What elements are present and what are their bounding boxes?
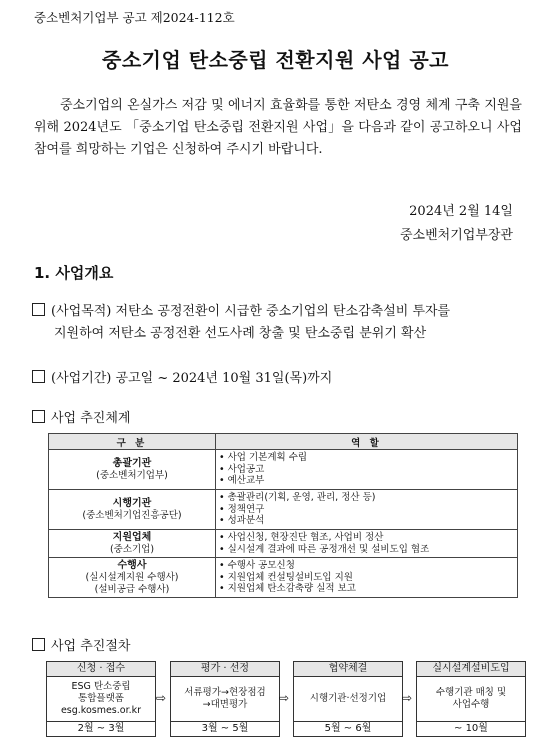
org-cell — [49, 558, 216, 598]
arrow-right-icon: ⇨ — [156, 691, 167, 705]
org-sub: (중소벤처기업부) — [96, 469, 168, 481]
table-header-role: 역 할 — [216, 434, 518, 450]
stage-period: 5월 ~ 6월 — [294, 721, 402, 736]
stage-period: ~ 10월 — [417, 721, 525, 736]
stage-title: 실시설계설비도입 — [417, 662, 525, 677]
stage-body-line: esg.kosmes.or.kr — [60, 705, 142, 716]
table-row — [49, 450, 518, 490]
role-cell — [216, 530, 518, 558]
table-row — [49, 558, 518, 598]
org-name: 수행사 — [117, 559, 147, 571]
table-header-row — [49, 434, 518, 450]
stage-body — [417, 677, 525, 721]
role-line: • 사업신청, 현장진단 협조, 사업비 정산 — [219, 532, 384, 543]
stage-title: 협약체결 — [294, 662, 402, 677]
org-sub: (중소벤처기업진흥공단) — [82, 509, 182, 521]
org-structure-label: 사업 추진체계 — [51, 411, 131, 426]
period-text: (사업기간) 공고일 ~ 2024년 10월 31일(목)까지 — [51, 371, 333, 386]
role-line: • 예산교부 — [219, 475, 265, 487]
org-sub: (실시설계지원 수행사) — [85, 571, 179, 583]
role-line: • 총괄관리(기획, 운영, 관리, 정산 등) — [219, 492, 376, 504]
role-line: • 사업공고 — [219, 463, 265, 475]
process-stage-implement — [416, 661, 526, 737]
org-sub: (설비공급 수행사) — [94, 583, 170, 595]
notice-number: 중소벤처기업부 공고 제2024-112호 — [34, 10, 235, 25]
intro-text: 중소기업의 온실가스 저감 및 에너지 효율화를 통한 저탄소 경영 체계 구축 지원을 위해 2024년도 「중소기업 탄소중립 전환지원 사업」을 다음과 같이 공고하오니 사업 참여를 희망하는 기업은 신청하여 주시기 바랍니다. — [34, 98, 522, 157]
table-header-category: 구 분 — [49, 434, 216, 450]
role-line: • 지원업체 탄소감축량 실적 보고 — [219, 583, 356, 595]
checkbox-square-icon — [32, 638, 45, 651]
stage-body — [171, 677, 279, 721]
stage-body-line: →대면평가 — [202, 699, 248, 710]
org-cell — [49, 490, 216, 530]
process-stage-apply — [46, 661, 156, 737]
process-flow — [46, 661, 524, 741]
role-line: • 성과분석 — [219, 515, 265, 527]
stage-title: 신청 · 접수 — [47, 662, 155, 677]
org-name: 총괄기관 — [112, 457, 152, 469]
purpose-line-2: 지원하여 저탄소 공정전환 선도사례 창출 및 탄소중립 분위기 확산 — [54, 326, 427, 341]
stage-period: 2월 ~ 3월 — [47, 721, 155, 736]
purpose-line-1: (사업목적) 저탄소 공정전환이 시급한 중소기업의 탄소감축설비 투자를 — [51, 304, 451, 319]
purpose-item — [32, 301, 526, 345]
org-structure-item — [32, 408, 526, 430]
signer-name: 중소벤처기업부장관 — [399, 228, 513, 243]
process-label: 사업 추진절차 — [51, 639, 131, 654]
process-stage-contract — [293, 661, 403, 737]
org-cell — [49, 530, 216, 558]
role-line: • 지원업체 컨설팅설비도입 지원 — [219, 571, 353, 583]
arrow-right-icon: ⇨ — [402, 691, 413, 705]
role-line: • 정책연구 — [219, 503, 265, 515]
org-sub: (중소기업) — [109, 543, 155, 555]
stage-period: 3월 ~ 5월 — [171, 721, 279, 736]
stage-body — [47, 677, 155, 721]
checkbox-square-icon — [32, 303, 45, 316]
org-name: 시행기관 — [112, 497, 152, 509]
role-cell — [216, 490, 518, 530]
process-stage-evaluate — [170, 661, 280, 737]
role-cell — [216, 558, 518, 598]
process-item — [32, 636, 526, 658]
stage-body-line: 수행기관 매칭 및 — [435, 687, 507, 698]
checkbox-square-icon — [32, 370, 45, 383]
table-row — [49, 490, 518, 530]
stage-body-line: 통합플랫폼 — [78, 693, 124, 704]
section-heading: 1. 사업개요 — [34, 264, 114, 282]
intro-paragraph — [34, 95, 522, 161]
org-name: 지원업체 — [112, 531, 152, 543]
org-structure-table — [48, 433, 518, 598]
stage-body-line: 시행기관·선정기업 — [309, 693, 387, 704]
period-item — [32, 368, 526, 390]
checkbox-square-icon — [32, 410, 45, 423]
table-row — [49, 530, 518, 558]
arrow-right-icon: ⇨ — [279, 691, 290, 705]
page-title: 중소기업 탄소중립 전환지원 사업 공고 — [102, 48, 449, 72]
org-cell — [49, 450, 216, 490]
stage-body-line: 서류평가→현장점검 — [184, 687, 266, 698]
stage-body-line: ESG 탄소중립 — [71, 681, 131, 692]
announcement-date: 2024년 2월 14일 — [409, 204, 513, 219]
role-line: • 실시설계 결과에 따른 공정개선 및 설비도입 협조 — [219, 543, 430, 555]
stage-body-line: 사업수행 — [452, 699, 490, 710]
role-cell — [216, 450, 518, 490]
stage-body — [294, 677, 402, 721]
role-line: • 사업 기본계획 수립 — [219, 452, 308, 464]
stage-title: 평가 · 선정 — [171, 662, 279, 677]
role-line: • 수행사 공모신청 — [219, 560, 295, 572]
